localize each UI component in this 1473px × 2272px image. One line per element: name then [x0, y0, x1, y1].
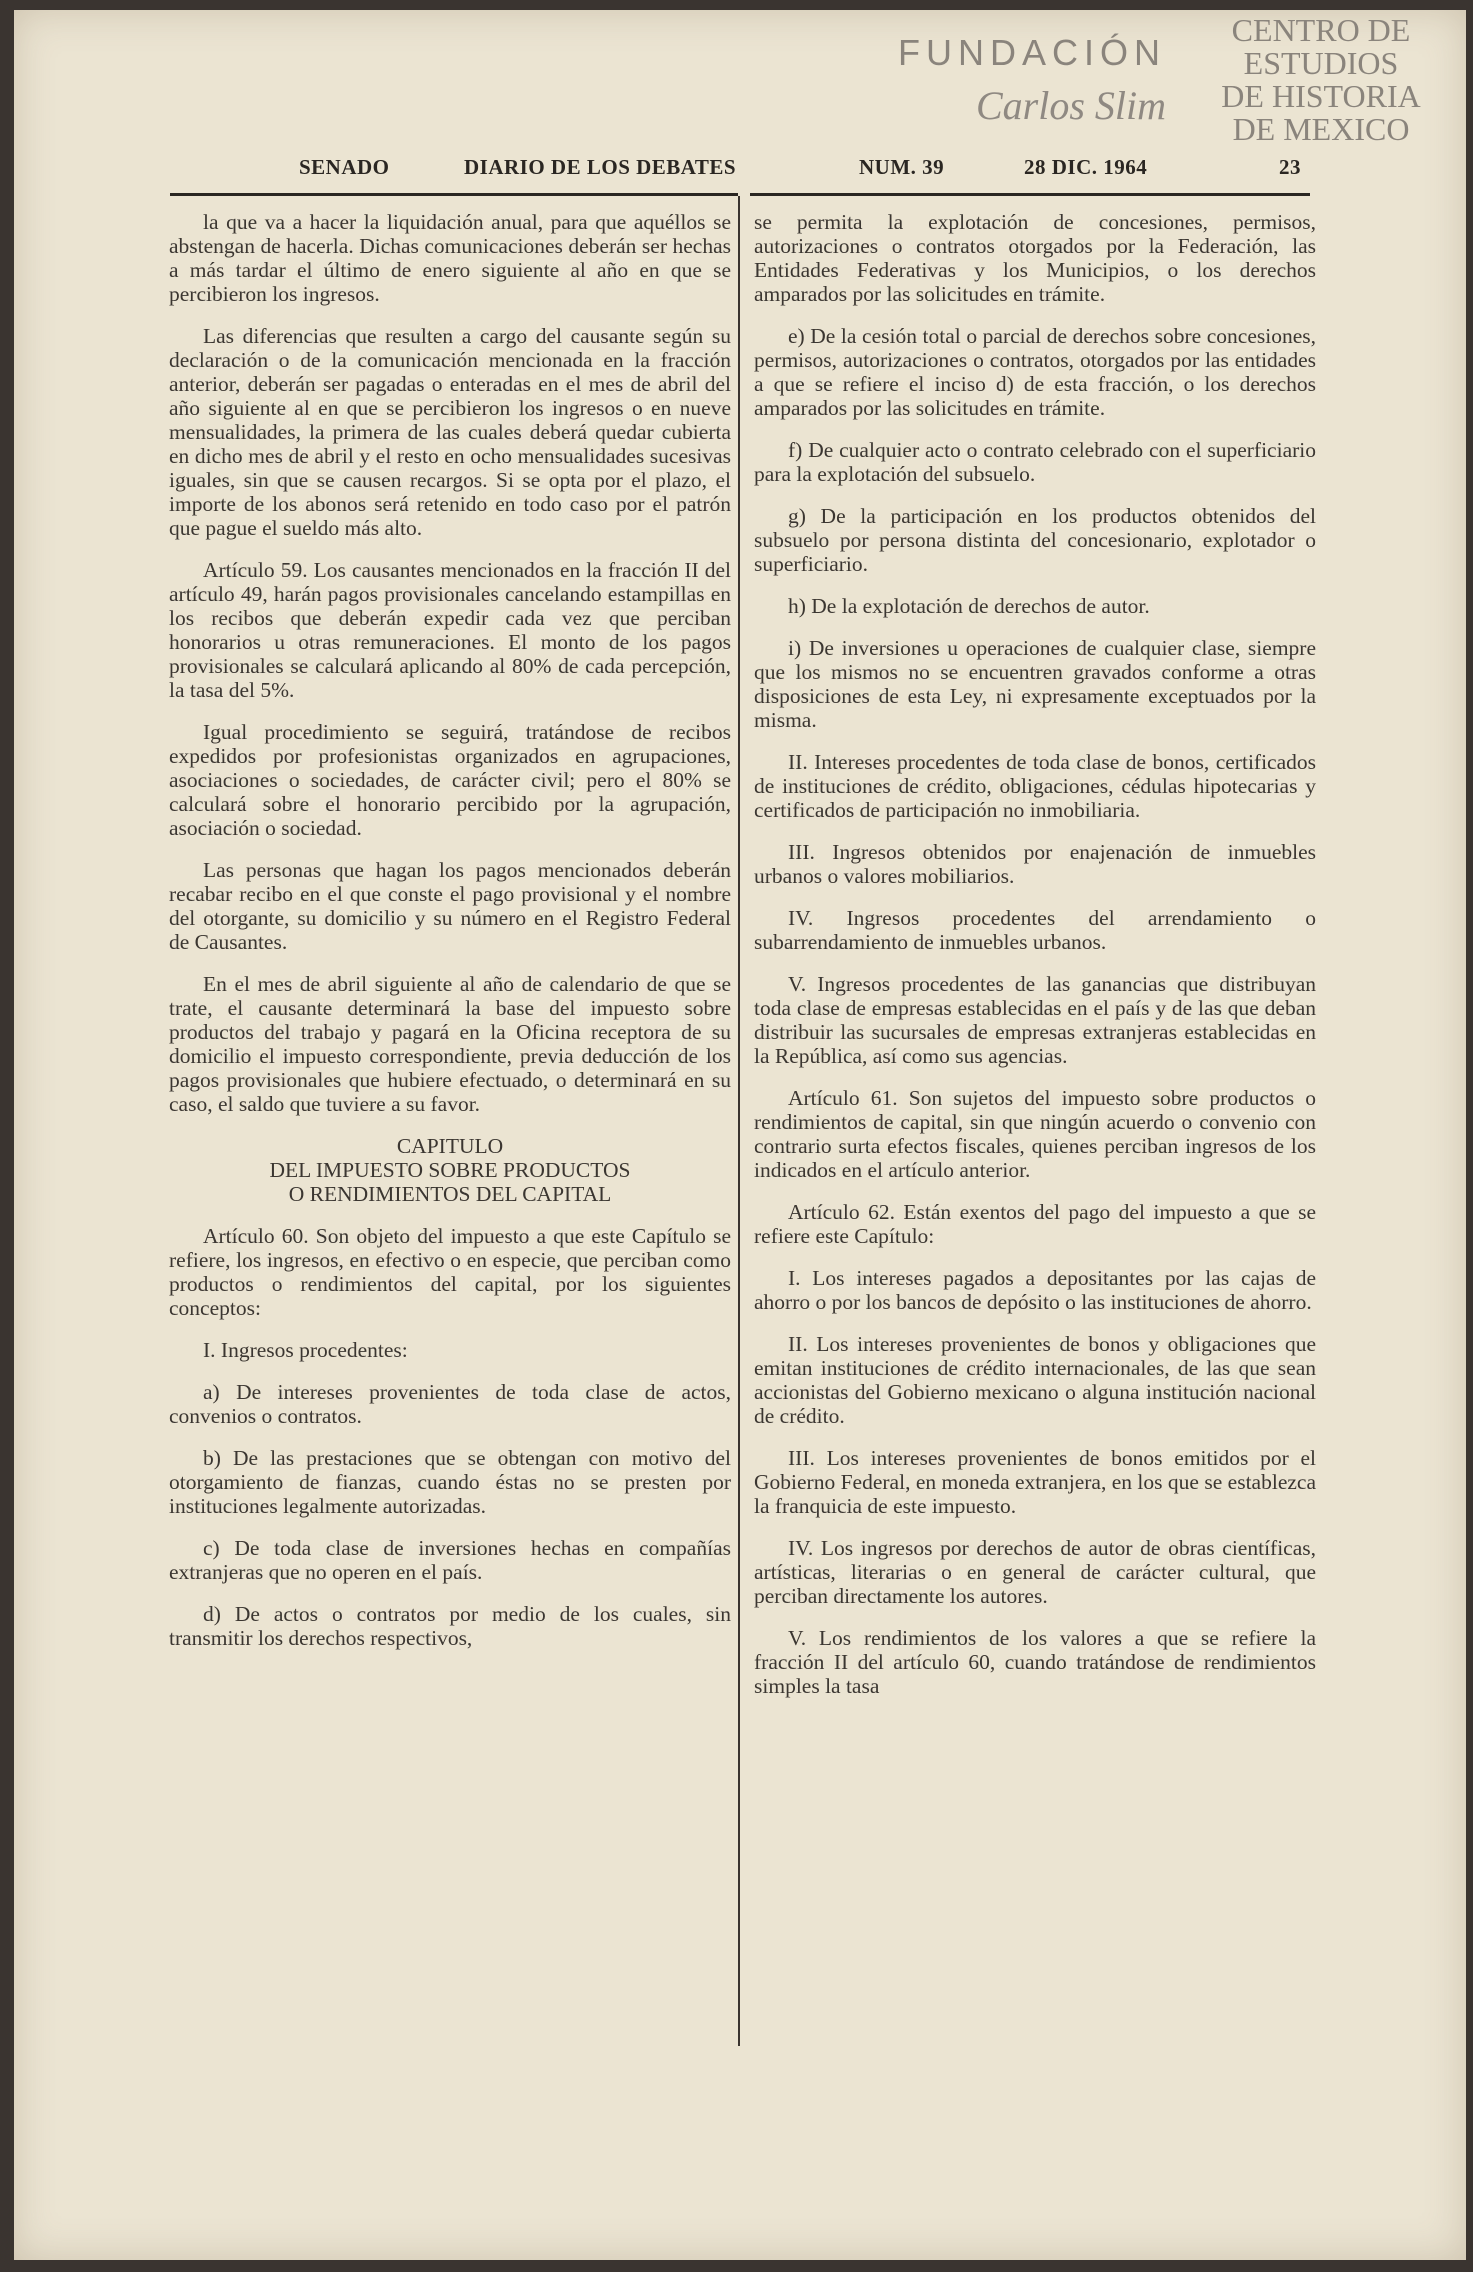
watermark-line: DE HISTORIA — [1221, 78, 1421, 114]
header-rule-right — [750, 193, 1310, 196]
header-number: NUM. 39 — [859, 155, 945, 179]
header-date: 28 DIC. 1964 — [1024, 155, 1148, 179]
paragraph: Las diferencias que resulten a cargo del causante según su declaración o de la comunicación mencionada en la fracción anterior, deberán ser pagadas o enteradas en el mes de abril del año siguiente al en que se percibieron los ingresos o en nueve mensualidades, la primera de las cuales deberá quedar cubierta en dicho mes de abril y el resto en ocho mensualidades sucesivas iguales, sin que se causen recargos. Si se opta por el plazo, el importe de los abonos será retenido en todo caso por el patrón que pague el sueldo más alto. — [169, 324, 731, 540]
chapter-heading: CAPITULO DEL IMPUESTO SOBRE PRODUCTOS O RENDIMIENTOS DEL CAPITAL — [269, 1134, 631, 1206]
signature-watermark: Carlos Slim — [975, 83, 1166, 128]
watermark-line: CENTRO DE — [1231, 12, 1411, 48]
paragraph: Igual procedimiento se seguirá, tratándose de recibos expedidos por profesionistas organizados en agrupaciones, asociaciones o sociedades, de carácter civil; pero el 80% se calculará sobre el honorario percibido por la agrupación, asociación o sociedad. — [169, 720, 731, 840]
paragraph: i) De inversiones u operaciones de cualquier clase, siempre que los mismos no se encuentren gravados conforme a otras disposiciones de esta Ley, ni expresamente exceptuados por la misma. — [754, 636, 1316, 732]
watermark-line: DE MEXICO — [1232, 111, 1410, 147]
paragraph: c) De toda clase de inversiones hechas en compañías extranjeras que no operen en el país. — [169, 1536, 731, 1584]
paragraph: III. Ingresos obtenidos por enajenación de inmuebles urbanos o valores mobiliarios. — [754, 840, 1316, 888]
paragraph: e) De la cesión total o parcial de derechos sobre concesiones, permisos, autorizaciones o contratos, otorgados por las entidades a que se refiere el inciso d) de esta fracción, o los derechos amparados por las solicitudes en trámite. — [754, 324, 1316, 420]
right-column — [754, 210, 1316, 1716]
paragraph: a) De intereses provenientes de toda clase de actos, convenios o contratos. — [169, 1380, 731, 1428]
paragraph: II. Intereses procedentes de toda clase de bonos, certificados de instituciones de crédito, obligaciones, cédulas hipotecarias y certificados de participación no inmobiliaria. — [754, 750, 1316, 822]
header-publication: DIARIO DE LOS DEBATES — [464, 155, 737, 179]
paragraph: Artículo 59. Los causantes mencionados en la fracción II del artículo 49, harán pagos provisionales cancelando estampillas en los recibos que deberán expedir cada vez que perciban honorarios u otras remuneraciones. El monto de los pagos provisionales se calculará aplicando al 80% de cada percepción, la tasa del 5%. — [169, 558, 731, 702]
paragraph: g) De la participación en los productos obtenidos del subsuelo por persona distinta del concesionario, explotador o superficiario. — [754, 504, 1316, 576]
archive-watermark — [1186, 14, 1456, 146]
paragraph: II. Los intereses provenientes de bonos y obligaciones que emitan instituciones de crédito internacionales, de las que sean accionistas del Gobierno mexicano o alguna institución nacional de crédito. — [754, 1332, 1316, 1428]
foundation-watermark: FUNDACIÓN — [898, 32, 1166, 73]
left-column — [169, 210, 731, 1668]
header-rule-left — [170, 193, 738, 196]
paragraph: V. Ingresos procedentes de las ganancias que distribuyan toda clase de empresas establecidas en el país y de las que deban distribuir las sucursales de empresas extranjeras establecidas en la República, así como sus agencias. — [754, 972, 1316, 1068]
header-section: SENADO — [299, 155, 390, 179]
paragraph: IV. Los ingresos por derechos de autor de obras científicas, artísticas, literarias o en general de carácter cultural, que perciban directamente los autores. — [754, 1536, 1316, 1608]
watermark-line: ESTUDIOS — [1243, 45, 1399, 81]
paragraph: b) De las prestaciones que se obtengan con motivo del otorgamiento de fianzas, cuando éstas no se presten por instituciones legalmente autorizadas. — [169, 1446, 731, 1518]
paragraph: III. Los intereses provenientes de bonos emitidos por el Gobierno Federal, en moneda extranjera, en los que se establezca la franquicia de este impuesto. — [754, 1446, 1316, 1518]
document-page — [14, 10, 1466, 2260]
paragraph: V. Los rendimientos de los valores a que se refiere la fracción II del artículo 60, cuando tratándose de rendimientos simples la tasa — [754, 1626, 1316, 1698]
paragraph: Artículo 60. Son objeto del impuesto a que este Capítulo se refiere, los ingresos, en efectivo o en especie, que perciban como productos o rendimientos del capital, por los siguientes conceptos: — [169, 1224, 731, 1320]
paragraph: d) De actos o contratos por medio de los cuales, sin transmitir los derechos respectivos, — [169, 1602, 731, 1650]
paragraph: Las personas que hagan los pagos mencionados deberán recabar recibo en el que conste el pago provisional y el nombre del otorgante, su domicilio y su número en el Registro Federal de Causantes. — [169, 858, 731, 954]
paragraph: Artículo 62. Están exentos del pago del impuesto a que se refiere este Capítulo: — [754, 1200, 1316, 1248]
paragraph: h) De la explotación de derechos de autor. — [788, 594, 1150, 618]
paragraph: se permita la explotación de concesiones, permisos, autorizaciones o contratos otorgados por la Federación, las Entidades Federativas y los Municipios, o los derechos amparados por las solicitudes en trámite. — [754, 210, 1316, 306]
paragraph: I. Ingresos procedentes: — [203, 1338, 408, 1362]
header-page-number: 23 — [1279, 155, 1301, 179]
paragraph: IV. Ingresos procedentes del arrendamiento o subarrendamiento de inmuebles urbanos. — [754, 906, 1316, 954]
paragraph: I. Los intereses pagados a depositantes por las cajas de ahorro o por los bancos de depósito o las instituciones de ahorro. — [754, 1266, 1316, 1314]
paragraph: En el mes de abril siguiente al año de calendario de que se trate, el causante determinará la base del impuesto sobre productos del trabajo y pagará en la Oficina receptora de su domicilio el impuesto correspondiente, previa deducción de los pagos provisionales que hubiere efectuado, o determinará en su caso, el saldo que tuviere a su favor. — [169, 972, 731, 1116]
paragraph: f) De cualquier acto o contrato celebrado con el superficiario para la explotación del subsuelo. — [754, 438, 1316, 486]
paragraph: Artículo 61. Son sujetos del impuesto sobre productos o rendimientos de capital, sin que ningún acuerdo o convenio con contrario surta efectos fiscales, quienes perciban ingresos de los indicados en el artículo anterior. — [754, 1086, 1316, 1182]
paragraph: la que va a hacer la liquidación anual, para que aquéllos se abstengan de hacerla. Dichas comunicaciones deberán ser hechas a más tardar el último de enero siguiente al año en que se percibieron los ingresos. — [169, 210, 731, 306]
column-divider — [738, 196, 740, 2046]
